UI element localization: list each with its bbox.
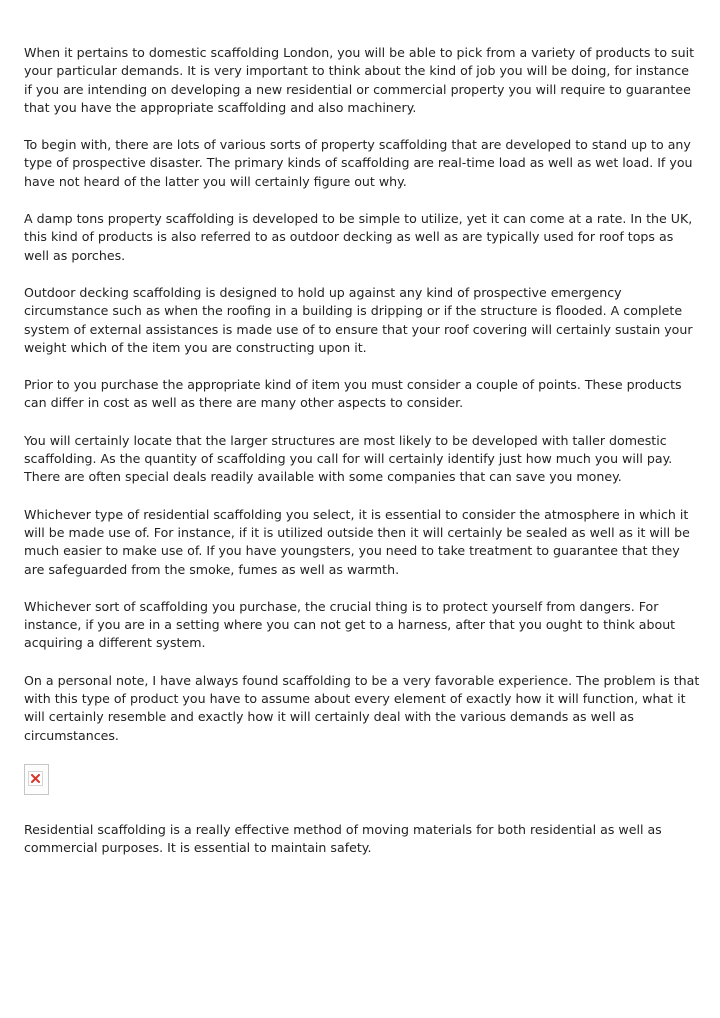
- paragraph-6: You will certainly locate that the larger structures are most likely to be developed with taller domestic scaffolding. As the quantity of scaffolding you call for will certainly identify just how much you will pay. There are often special deals readily available with some companies that can save you money.: [24, 432, 673, 485]
- closing-paragraph: Residential scaffolding is a really effective method of moving materials for both residential as well as commercial purposes. It is essential to maintain safety.: [24, 821, 662, 856]
- paragraph-8: Whichever sort of scaffolding you purchase, the crucial thing is to protect yourself from dangers. For instance, if you are in a setting where you can not get to a harness, after that you ought to think about acquiring a different system.: [24, 598, 676, 651]
- paragraph-7: Whichever type of residential scaffolding you select, it is essential to consider the atmosphere in which it will be made use of. For instance, if it is utilized outside then it will certainly be sealed as well as it will be much easier to make use of. If you have youngsters, you need to take treatment to guarantee that they are safeguarded from the smoke, fumes as well as warmth.: [24, 506, 690, 577]
- broken-image-placeholder: [24, 764, 49, 795]
- paragraph-2: To begin with, there are lots of various sorts of property scaffolding that are developed to stand up to any type of prospective disaster. The primary kinds of scaffolding are real-time load as well as wet load. If you have not heard of the latter you will certainly figure out why.: [24, 137, 693, 189]
- article-body: [24, 44, 700, 877]
- paragraph-5: Prior to you purchase the appropriate kind of item you must consider a couple of points. These products can differ in cost as well as there are many other aspects to consider.: [24, 377, 682, 411]
- broken-image-icon: [28, 771, 43, 786]
- paragraph-9: On a personal note, I have always found scaffolding to be a very favorable experience. The problem is that with this type of product you have to assume about every element of exactly how it will function, what it will certainly resemble and exactly how it will certainly deal with the various demands as well as circumstances.: [24, 672, 700, 743]
- paragraph-1: When it pertains to domestic scaffolding London, you will be able to pick from a variety of products to suit your particular demands. It is very important to think about the kind of job you will be doing, for instance if you are intending on developing a new residential or commercial property you will require to guarantee that you have the appropriate scaffolding and also machinery.: [24, 45, 695, 115]
- paragraph-4: Outdoor decking scaffolding is designed to hold up against any kind of prospective emergency circumstance such as when the roofing in a building is dripping or if the structure is flooded. A complete system of external assistances is made use of to ensure that your roof covering will certainly sustain your weight which of the item you are constructing upon it.: [24, 284, 693, 355]
- paragraph-3: A damp tons property scaffolding is developed to be simple to utilize, yet it can come at a rate. In the UK, this kind of products is also referred to as outdoor decking as well as are typically used for roof tops as well as porches.: [24, 211, 693, 263]
